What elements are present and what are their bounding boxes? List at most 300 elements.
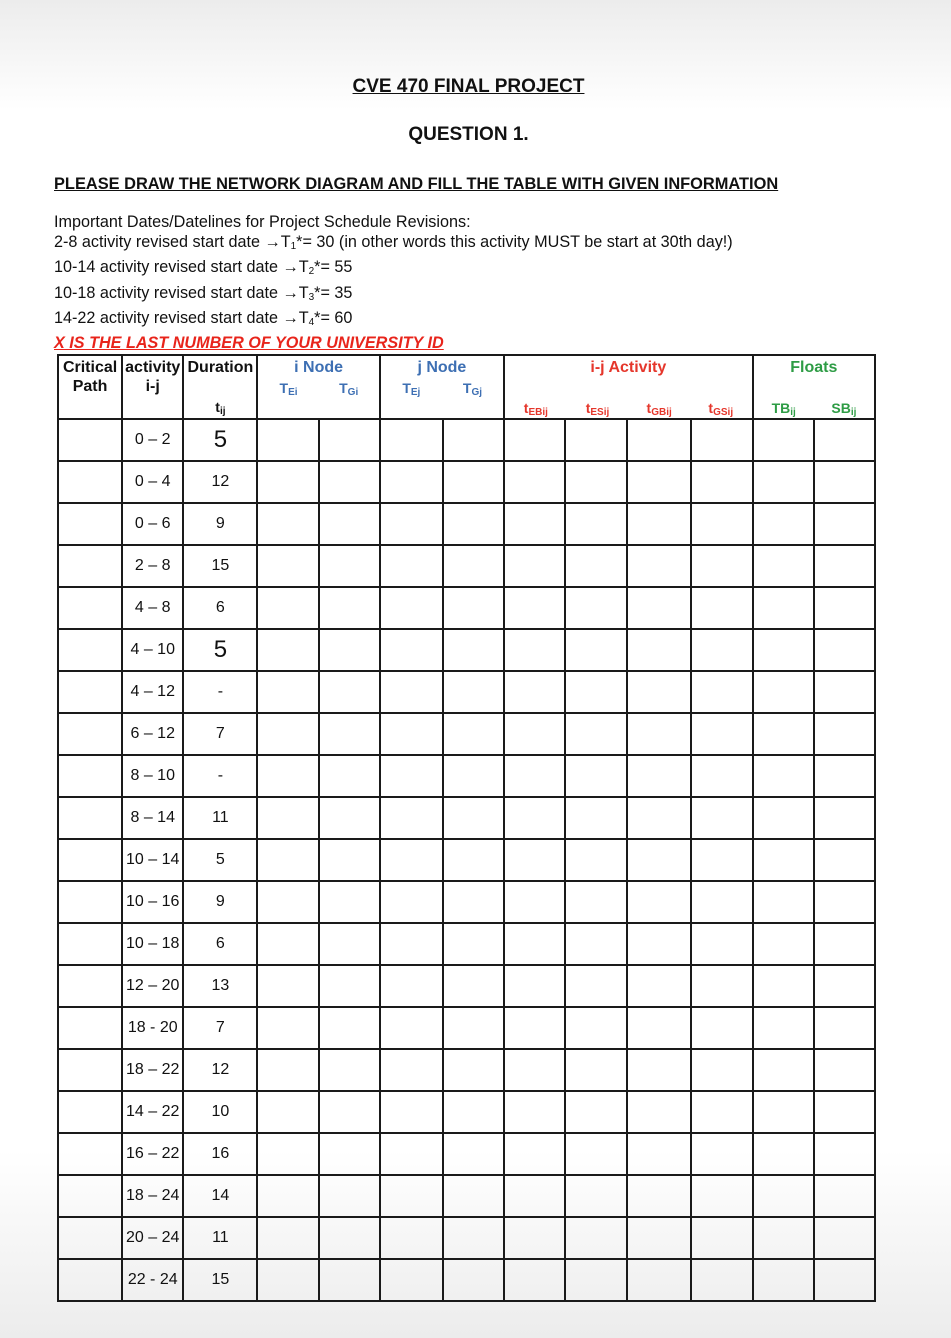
empty-answer-cell[interactable] <box>380 1091 443 1133</box>
critical-path-cell[interactable] <box>58 503 122 545</box>
empty-answer-cell[interactable] <box>691 839 752 881</box>
empty-answer-cell[interactable] <box>504 755 565 797</box>
critical-path-cell[interactable] <box>58 1049 122 1091</box>
empty-answer-cell[interactable] <box>627 755 691 797</box>
empty-answer-cell[interactable] <box>753 545 814 587</box>
table-row <box>58 1175 875 1217</box>
empty-answer-cell[interactable] <box>319 1007 380 1049</box>
empty-answer-cell[interactable] <box>319 713 380 755</box>
revision-line: 10-14 activity revised start date $\to T_2*= 55$ <box>54 258 353 278</box>
empty-answer-cell[interactable] <box>627 461 691 503</box>
table-row <box>58 1259 875 1301</box>
empty-answer-cell[interactable] <box>380 671 443 713</box>
critical-path-cell[interactable] <box>58 797 122 839</box>
table-row <box>58 1007 875 1049</box>
critical-path-header: Critical Path <box>58 355 122 419</box>
empty-answer-cell[interactable] <box>257 965 318 1007</box>
empty-answer-cell[interactable] <box>691 1259 752 1301</box>
duration-cell: 5 <box>183 419 257 461</box>
empty-answer-cell[interactable] <box>753 1175 814 1217</box>
ij-activity-header: i-j Activity $t_{EBij}$ $t_{ESij}$ $t_{GBij}$ $t_{GSij}$ <box>504 355 753 419</box>
empty-answer-cell[interactable] <box>814 587 875 629</box>
empty-answer-cell[interactable] <box>319 419 380 461</box>
empty-answer-cell[interactable] <box>504 839 565 881</box>
empty-answer-cell[interactable] <box>753 503 814 545</box>
empty-answer-cell[interactable] <box>380 881 443 923</box>
empty-answer-cell[interactable] <box>691 713 752 755</box>
empty-answer-cell[interactable] <box>691 1175 752 1217</box>
empty-answer-cell[interactable] <box>504 587 565 629</box>
empty-answer-cell[interactable] <box>504 545 565 587</box>
empty-answer-cell[interactable] <box>257 713 318 755</box>
duration-cell: 12 <box>183 1049 257 1091</box>
empty-answer-cell[interactable] <box>443 881 504 923</box>
critical-path-cell[interactable] <box>58 965 122 1007</box>
te-i-header: $T_{Ei}$ <box>279 380 298 398</box>
empty-answer-cell[interactable] <box>814 839 875 881</box>
duration-cell: 7 <box>183 1007 257 1049</box>
empty-answer-cell[interactable] <box>504 797 565 839</box>
critical-path-cell[interactable] <box>58 461 122 503</box>
empty-answer-cell[interactable] <box>443 503 504 545</box>
revision-line: 14-22 activity revised start date $\to T_4*= 60$ <box>54 308 353 328</box>
empty-answer-cell[interactable] <box>627 1049 691 1091</box>
table-row <box>58 461 875 503</box>
empty-answer-cell[interactable] <box>443 1217 504 1259</box>
empty-answer-cell[interactable] <box>257 545 318 587</box>
activity-cell: 10 – 18 <box>122 923 183 965</box>
duration-header: Duration $t_{ij}$ <box>183 355 257 419</box>
empty-answer-cell[interactable] <box>691 671 752 713</box>
critical-path-cell[interactable] <box>58 1091 122 1133</box>
table-row <box>58 1217 875 1259</box>
empty-answer-cell[interactable] <box>565 1133 627 1175</box>
table-row <box>58 713 875 755</box>
empty-answer-cell[interactable] <box>504 671 565 713</box>
empty-answer-cell[interactable] <box>443 671 504 713</box>
empty-answer-cell[interactable] <box>627 1217 691 1259</box>
empty-answer-cell[interactable] <box>753 1007 814 1049</box>
empty-answer-cell[interactable] <box>257 1091 318 1133</box>
empty-answer-cell[interactable] <box>627 587 691 629</box>
empty-answer-cell[interactable] <box>565 503 627 545</box>
activity-cell: 14 – 22 <box>122 1091 183 1133</box>
empty-answer-cell[interactable] <box>504 1049 565 1091</box>
empty-answer-cell[interactable] <box>691 629 752 671</box>
critical-path-cell[interactable] <box>58 1133 122 1175</box>
empty-answer-cell[interactable] <box>691 419 752 461</box>
empty-answer-cell[interactable] <box>565 587 627 629</box>
duration-cell: 7 <box>183 713 257 755</box>
empty-answer-cell[interactable] <box>753 881 814 923</box>
empty-answer-cell[interactable] <box>443 629 504 671</box>
schedule-table <box>57 354 876 1302</box>
empty-answer-cell[interactable] <box>443 923 504 965</box>
empty-answer-cell[interactable] <box>814 881 875 923</box>
empty-answer-cell[interactable] <box>753 755 814 797</box>
critical-path-cell[interactable] <box>58 419 122 461</box>
empty-answer-cell[interactable] <box>627 419 691 461</box>
empty-answer-cell[interactable] <box>504 461 565 503</box>
empty-answer-cell[interactable] <box>504 629 565 671</box>
empty-answer-cell[interactable] <box>565 713 627 755</box>
empty-answer-cell[interactable] <box>753 419 814 461</box>
activity-cell: 12 – 20 <box>122 965 183 1007</box>
empty-answer-cell[interactable] <box>814 1007 875 1049</box>
empty-answer-cell[interactable] <box>691 923 752 965</box>
activity-cell: 10 – 16 <box>122 881 183 923</box>
empty-answer-cell[interactable] <box>814 1175 875 1217</box>
empty-answer-cell[interactable] <box>753 587 814 629</box>
empty-answer-cell[interactable] <box>565 1091 627 1133</box>
critical-path-cell[interactable] <box>58 881 122 923</box>
duration-cell: 11 <box>183 797 257 839</box>
empty-answer-cell[interactable] <box>504 923 565 965</box>
activity-cell: 16 – 22 <box>122 1133 183 1175</box>
instruction-heading: PLEASE DRAW THE NETWORK DIAGRAM AND FILL THE TABLE WITH GIVEN INFORMATION <box>54 175 779 193</box>
critical-path-cell[interactable] <box>58 1175 122 1217</box>
duration-cell: 11 <box>183 1217 257 1259</box>
empty-answer-cell[interactable] <box>257 671 318 713</box>
empty-answer-cell[interactable] <box>257 1007 318 1049</box>
empty-answer-cell[interactable] <box>627 965 691 1007</box>
empty-answer-cell[interactable] <box>691 545 752 587</box>
empty-answer-cell[interactable] <box>504 965 565 1007</box>
empty-answer-cell[interactable] <box>319 965 380 1007</box>
empty-answer-cell[interactable] <box>380 713 443 755</box>
empty-answer-cell[interactable] <box>380 755 443 797</box>
empty-answer-cell[interactable] <box>443 797 504 839</box>
duration-cell: 14 <box>183 1175 257 1217</box>
empty-answer-cell[interactable] <box>691 1133 752 1175</box>
empty-answer-cell[interactable] <box>319 545 380 587</box>
empty-answer-cell[interactable] <box>627 629 691 671</box>
empty-answer-cell[interactable] <box>691 1049 752 1091</box>
empty-answer-cell[interactable] <box>627 503 691 545</box>
empty-answer-cell[interactable] <box>319 1049 380 1091</box>
critical-path-cell[interactable] <box>58 671 122 713</box>
empty-answer-cell[interactable] <box>443 461 504 503</box>
empty-answer-cell[interactable] <box>814 1217 875 1259</box>
activity-cell: 0 – 6 <box>122 503 183 545</box>
empty-answer-cell[interactable] <box>319 503 380 545</box>
empty-answer-cell[interactable] <box>753 713 814 755</box>
activity-cell: 18 – 22 <box>122 1049 183 1091</box>
empty-answer-cell[interactable] <box>319 461 380 503</box>
empty-answer-cell[interactable] <box>565 965 627 1007</box>
empty-answer-cell[interactable] <box>753 797 814 839</box>
empty-answer-cell[interactable] <box>380 587 443 629</box>
empty-answer-cell[interactable] <box>627 881 691 923</box>
empty-answer-cell[interactable] <box>504 1007 565 1049</box>
empty-answer-cell[interactable] <box>814 671 875 713</box>
empty-answer-cell[interactable] <box>443 1259 504 1301</box>
empty-answer-cell[interactable] <box>627 1091 691 1133</box>
document-title: CVE 470 FINAL PROJECT <box>352 76 585 97</box>
empty-answer-cell[interactable] <box>257 629 318 671</box>
empty-answer-cell[interactable] <box>504 713 565 755</box>
empty-answer-cell[interactable] <box>814 797 875 839</box>
empty-answer-cell[interactable] <box>443 1049 504 1091</box>
table-row <box>58 587 875 629</box>
empty-answer-cell[interactable] <box>814 713 875 755</box>
tg-j-header: $T_{Gj}$ <box>462 380 483 398</box>
empty-answer-cell[interactable] <box>443 587 504 629</box>
empty-answer-cell[interactable] <box>565 755 627 797</box>
revision-line: 10-18 activity revised start date $\to T_3*= 35$ <box>54 283 353 303</box>
activity-cell: 6 – 12 <box>122 713 183 755</box>
activity-header: activity i-j <box>122 355 183 419</box>
empty-answer-cell[interactable] <box>380 965 443 1007</box>
empty-answer-cell[interactable] <box>319 923 380 965</box>
critical-path-cell[interactable] <box>58 923 122 965</box>
critical-path-cell[interactable] <box>58 1217 122 1259</box>
empty-answer-cell[interactable] <box>319 1217 380 1259</box>
activity-cell: 20 – 24 <box>122 1217 183 1259</box>
empty-answer-cell[interactable] <box>504 1133 565 1175</box>
duration-cell: 9 <box>183 503 257 545</box>
empty-answer-cell[interactable] <box>814 419 875 461</box>
empty-answer-cell[interactable] <box>565 1175 627 1217</box>
activity-cell: 22 - 24 <box>122 1259 183 1301</box>
empty-answer-cell[interactable] <box>443 419 504 461</box>
empty-answer-cell[interactable] <box>565 839 627 881</box>
empty-answer-cell[interactable] <box>753 461 814 503</box>
empty-answer-cell[interactable] <box>380 1049 443 1091</box>
empty-answer-cell[interactable] <box>380 461 443 503</box>
empty-answer-cell[interactable] <box>257 461 318 503</box>
empty-answer-cell[interactable] <box>753 1133 814 1175</box>
empty-answer-cell[interactable] <box>319 839 380 881</box>
empty-answer-cell[interactable] <box>443 1007 504 1049</box>
empty-answer-cell[interactable] <box>257 923 318 965</box>
empty-answer-cell[interactable] <box>319 755 380 797</box>
empty-answer-cell[interactable] <box>753 1091 814 1133</box>
critical-path-cell[interactable] <box>58 545 122 587</box>
empty-answer-cell[interactable] <box>627 923 691 965</box>
empty-answer-cell[interactable] <box>753 1259 814 1301</box>
empty-answer-cell[interactable] <box>565 1217 627 1259</box>
empty-answer-cell[interactable] <box>257 1217 318 1259</box>
empty-answer-cell[interactable] <box>443 1133 504 1175</box>
empty-answer-cell[interactable] <box>691 755 752 797</box>
empty-answer-cell[interactable] <box>443 839 504 881</box>
table-row <box>58 419 875 461</box>
empty-answer-cell[interactable] <box>380 545 443 587</box>
critical-path-cell[interactable] <box>58 839 122 881</box>
table-row <box>58 923 875 965</box>
empty-answer-cell[interactable] <box>257 1133 318 1175</box>
tes-header: $t_{ESij}$ <box>585 400 610 418</box>
floats-header: Floats $TB_{ij}$ $SB_{ij}$ <box>753 355 875 419</box>
empty-answer-cell[interactable] <box>319 1259 380 1301</box>
empty-answer-cell[interactable] <box>753 1217 814 1259</box>
university-id-note: X IS THE LAST NUMBER OF YOUR UNIVERSITY ID <box>54 334 444 353</box>
empty-answer-cell[interactable] <box>565 923 627 965</box>
empty-answer-cell[interactable] <box>565 1049 627 1091</box>
empty-answer-cell[interactable] <box>443 1175 504 1217</box>
empty-answer-cell[interactable] <box>753 965 814 1007</box>
empty-answer-cell[interactable] <box>443 545 504 587</box>
table-row <box>58 1091 875 1133</box>
empty-answer-cell[interactable] <box>627 1259 691 1301</box>
empty-answer-cell[interactable] <box>691 797 752 839</box>
empty-answer-cell[interactable] <box>443 755 504 797</box>
table-row <box>58 965 875 1007</box>
empty-answer-cell[interactable] <box>565 545 627 587</box>
empty-answer-cell[interactable] <box>319 881 380 923</box>
empty-answer-cell[interactable] <box>814 1259 875 1301</box>
critical-path-cell[interactable] <box>58 1259 122 1301</box>
empty-answer-cell[interactable] <box>627 671 691 713</box>
empty-answer-cell[interactable] <box>257 755 318 797</box>
empty-answer-cell[interactable] <box>319 1133 380 1175</box>
empty-answer-cell[interactable] <box>504 1259 565 1301</box>
empty-answer-cell[interactable] <box>380 1259 443 1301</box>
empty-answer-cell[interactable] <box>691 461 752 503</box>
empty-answer-cell[interactable] <box>565 1007 627 1049</box>
duration-cell: - <box>183 671 257 713</box>
empty-answer-cell[interactable] <box>691 965 752 1007</box>
empty-answer-cell[interactable] <box>504 419 565 461</box>
empty-answer-cell[interactable] <box>257 881 318 923</box>
activity-cell: 8 – 10 <box>122 755 183 797</box>
empty-answer-cell[interactable] <box>753 629 814 671</box>
critical-path-cell[interactable] <box>58 713 122 755</box>
activity-cell: 0 – 2 <box>122 419 183 461</box>
activity-cell: 4 – 12 <box>122 671 183 713</box>
empty-answer-cell[interactable] <box>691 1217 752 1259</box>
empty-answer-cell[interactable] <box>565 461 627 503</box>
empty-answer-cell[interactable] <box>257 839 318 881</box>
table-row <box>58 839 875 881</box>
activity-cell: 10 – 14 <box>122 839 183 881</box>
teb-header: $t_{EBij}$ <box>523 400 548 418</box>
duration-cell: 15 <box>183 545 257 587</box>
empty-answer-cell[interactable] <box>319 1091 380 1133</box>
empty-answer-cell[interactable] <box>319 671 380 713</box>
empty-answer-cell[interactable] <box>257 419 318 461</box>
empty-answer-cell[interactable] <box>753 1049 814 1091</box>
empty-answer-cell[interactable] <box>753 839 814 881</box>
table-row <box>58 503 875 545</box>
duration-cell: 5 <box>183 839 257 881</box>
empty-answer-cell[interactable] <box>627 545 691 587</box>
empty-answer-cell[interactable] <box>814 1049 875 1091</box>
duration-cell: 6 <box>183 587 257 629</box>
revision-notes <box>54 212 733 353</box>
empty-answer-cell[interactable] <box>443 1091 504 1133</box>
critical-path-cell[interactable] <box>58 1007 122 1049</box>
activity-cell: 2 – 8 <box>122 545 183 587</box>
empty-answer-cell[interactable] <box>627 1007 691 1049</box>
empty-answer-cell[interactable] <box>565 629 627 671</box>
empty-answer-cell[interactable] <box>627 1175 691 1217</box>
empty-answer-cell[interactable] <box>691 587 752 629</box>
empty-answer-cell[interactable] <box>380 503 443 545</box>
empty-answer-cell[interactable] <box>380 1175 443 1217</box>
empty-answer-cell[interactable] <box>380 1007 443 1049</box>
empty-answer-cell[interactable] <box>565 797 627 839</box>
empty-answer-cell[interactable] <box>380 797 443 839</box>
empty-answer-cell[interactable] <box>565 671 627 713</box>
activity-cell: 8 – 14 <box>122 797 183 839</box>
empty-answer-cell[interactable] <box>691 1007 752 1049</box>
critical-path-cell[interactable] <box>58 587 122 629</box>
table-row <box>58 755 875 797</box>
empty-answer-cell[interactable] <box>814 1091 875 1133</box>
empty-answer-cell[interactable] <box>814 1133 875 1175</box>
empty-answer-cell[interactable] <box>257 1175 318 1217</box>
empty-answer-cell[interactable] <box>319 797 380 839</box>
empty-answer-cell[interactable] <box>319 629 380 671</box>
empty-answer-cell[interactable] <box>443 965 504 1007</box>
empty-answer-cell[interactable] <box>257 503 318 545</box>
empty-answer-cell[interactable] <box>627 839 691 881</box>
empty-answer-cell[interactable] <box>380 1217 443 1259</box>
empty-answer-cell[interactable] <box>504 881 565 923</box>
duration-cell: 5 <box>183 629 257 671</box>
empty-answer-cell[interactable] <box>565 419 627 461</box>
activity-cell: 4 – 10 <box>122 629 183 671</box>
duration-cell: 13 <box>183 965 257 1007</box>
empty-answer-cell[interactable] <box>627 713 691 755</box>
empty-answer-cell[interactable] <box>319 1175 380 1217</box>
empty-answer-cell[interactable] <box>504 1217 565 1259</box>
empty-answer-cell[interactable] <box>627 797 691 839</box>
duration-cell: 15 <box>183 1259 257 1301</box>
empty-answer-cell[interactable] <box>814 629 875 671</box>
empty-answer-cell[interactable] <box>380 839 443 881</box>
table-row <box>58 797 875 839</box>
empty-answer-cell[interactable] <box>753 671 814 713</box>
empty-answer-cell[interactable] <box>691 881 752 923</box>
empty-answer-cell[interactable] <box>627 1133 691 1175</box>
empty-answer-cell[interactable] <box>504 1091 565 1133</box>
empty-answer-cell[interactable] <box>380 923 443 965</box>
critical-path-cell[interactable] <box>58 629 122 671</box>
empty-answer-cell[interactable] <box>380 629 443 671</box>
empty-answer-cell[interactable] <box>814 965 875 1007</box>
activity-cell: 18 - 20 <box>122 1007 183 1049</box>
i-node-header: i Node $T_{Ei}$ $T_{Gi}$ <box>257 355 379 419</box>
empty-answer-cell[interactable] <box>380 1133 443 1175</box>
empty-answer-cell[interactable] <box>814 545 875 587</box>
empty-answer-cell[interactable] <box>814 923 875 965</box>
empty-answer-cell[interactable] <box>753 923 814 965</box>
tg-i-header: $T_{Gi}$ <box>339 380 359 398</box>
empty-answer-cell[interactable] <box>814 503 875 545</box>
empty-answer-cell[interactable] <box>257 1049 318 1091</box>
empty-answer-cell[interactable] <box>319 587 380 629</box>
table-header-row <box>58 355 875 419</box>
empty-answer-cell[interactable] <box>814 755 875 797</box>
empty-answer-cell[interactable] <box>565 881 627 923</box>
empty-answer-cell[interactable] <box>257 587 318 629</box>
empty-answer-cell[interactable] <box>565 1259 627 1301</box>
empty-answer-cell[interactable] <box>380 419 443 461</box>
critical-path-cell[interactable] <box>58 755 122 797</box>
empty-answer-cell[interactable] <box>504 503 565 545</box>
activity-cell: 0 – 4 <box>122 461 183 503</box>
empty-answer-cell[interactable] <box>504 1175 565 1217</box>
empty-answer-cell[interactable] <box>691 503 752 545</box>
empty-answer-cell[interactable] <box>443 713 504 755</box>
empty-answer-cell[interactable] <box>257 797 318 839</box>
empty-answer-cell[interactable] <box>257 1259 318 1301</box>
empty-answer-cell[interactable] <box>691 1091 752 1133</box>
empty-answer-cell[interactable] <box>814 461 875 503</box>
